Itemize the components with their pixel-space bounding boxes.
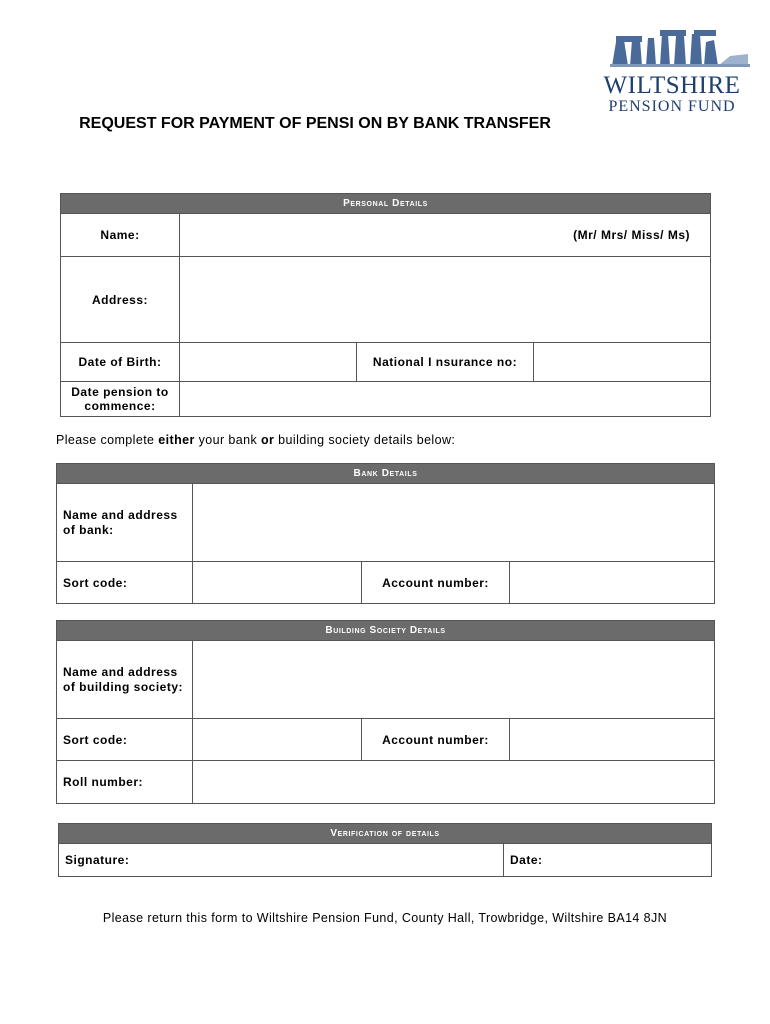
dob-label: Date of Birth:	[61, 343, 180, 382]
bs-sort-label: Sort code:	[57, 719, 193, 761]
commence-label: Date pension to commence:	[61, 382, 180, 417]
instruction-text: Please complete either your bank or building society details below:	[56, 433, 456, 447]
bs-account-label: Account number:	[362, 719, 510, 761]
bs-account-field[interactable]	[510, 719, 715, 761]
date-label: Date:	[510, 853, 543, 867]
bs-roll-label: Roll number:	[57, 761, 193, 804]
bank-account-field[interactable]	[510, 562, 715, 604]
title-options: (Mr/ Mrs/ Miss/ Ms)	[573, 228, 690, 242]
personal-details-table	[60, 193, 711, 417]
bank-details-header: Bank Details	[57, 464, 715, 484]
bank-name-label: Name and address of bank:	[57, 484, 193, 562]
address-label: Address:	[61, 257, 180, 343]
either-emphasis: either	[158, 433, 195, 447]
bank-sort-label: Sort code:	[57, 562, 193, 604]
or-emphasis: or	[261, 433, 275, 447]
bs-roll-field[interactable]	[193, 761, 715, 804]
ni-label: National I nsurance no:	[357, 343, 534, 382]
personal-details-header: Personal Details	[61, 194, 711, 214]
return-address: Please return this form to Wiltshire Pension Fund, County Hall, Trowbridge, Wiltshire BA14 8JN	[102, 911, 668, 925]
signature-field[interactable]	[59, 844, 504, 877]
page-title: REQUEST FOR PAYMENT OF PENSI ON BY BANK TRANSFER	[79, 115, 551, 132]
bank-sort-field[interactable]	[193, 562, 362, 604]
address-field[interactable]	[180, 257, 711, 343]
ni-field[interactable]	[534, 343, 711, 382]
name-label: Name:	[61, 214, 180, 257]
date-field[interactable]	[504, 844, 712, 877]
building-society-header: Building Society Details	[57, 621, 715, 641]
name-field[interactable]	[180, 214, 711, 257]
bank-details-table	[56, 463, 715, 604]
building-society-table	[56, 620, 715, 804]
bs-sort-field[interactable]	[193, 719, 362, 761]
logo-subtitle: PENSION FUND	[608, 98, 736, 115]
commence-field[interactable]	[180, 382, 711, 417]
bank-name-field[interactable]	[193, 484, 715, 562]
wiltshire-logo	[592, 28, 752, 120]
signature-label: Signature:	[65, 853, 130, 867]
bs-name-label: Name and address of building society:	[57, 641, 193, 719]
bank-account-label: Account number:	[362, 562, 510, 604]
stonehenge-icon	[610, 28, 750, 68]
verification-header: Verification of details	[59, 824, 712, 844]
logo-name: WILTSHIRE	[603, 72, 741, 99]
verification-table	[58, 823, 712, 877]
dob-field[interactable]	[180, 343, 357, 382]
bs-name-field[interactable]	[193, 641, 715, 719]
